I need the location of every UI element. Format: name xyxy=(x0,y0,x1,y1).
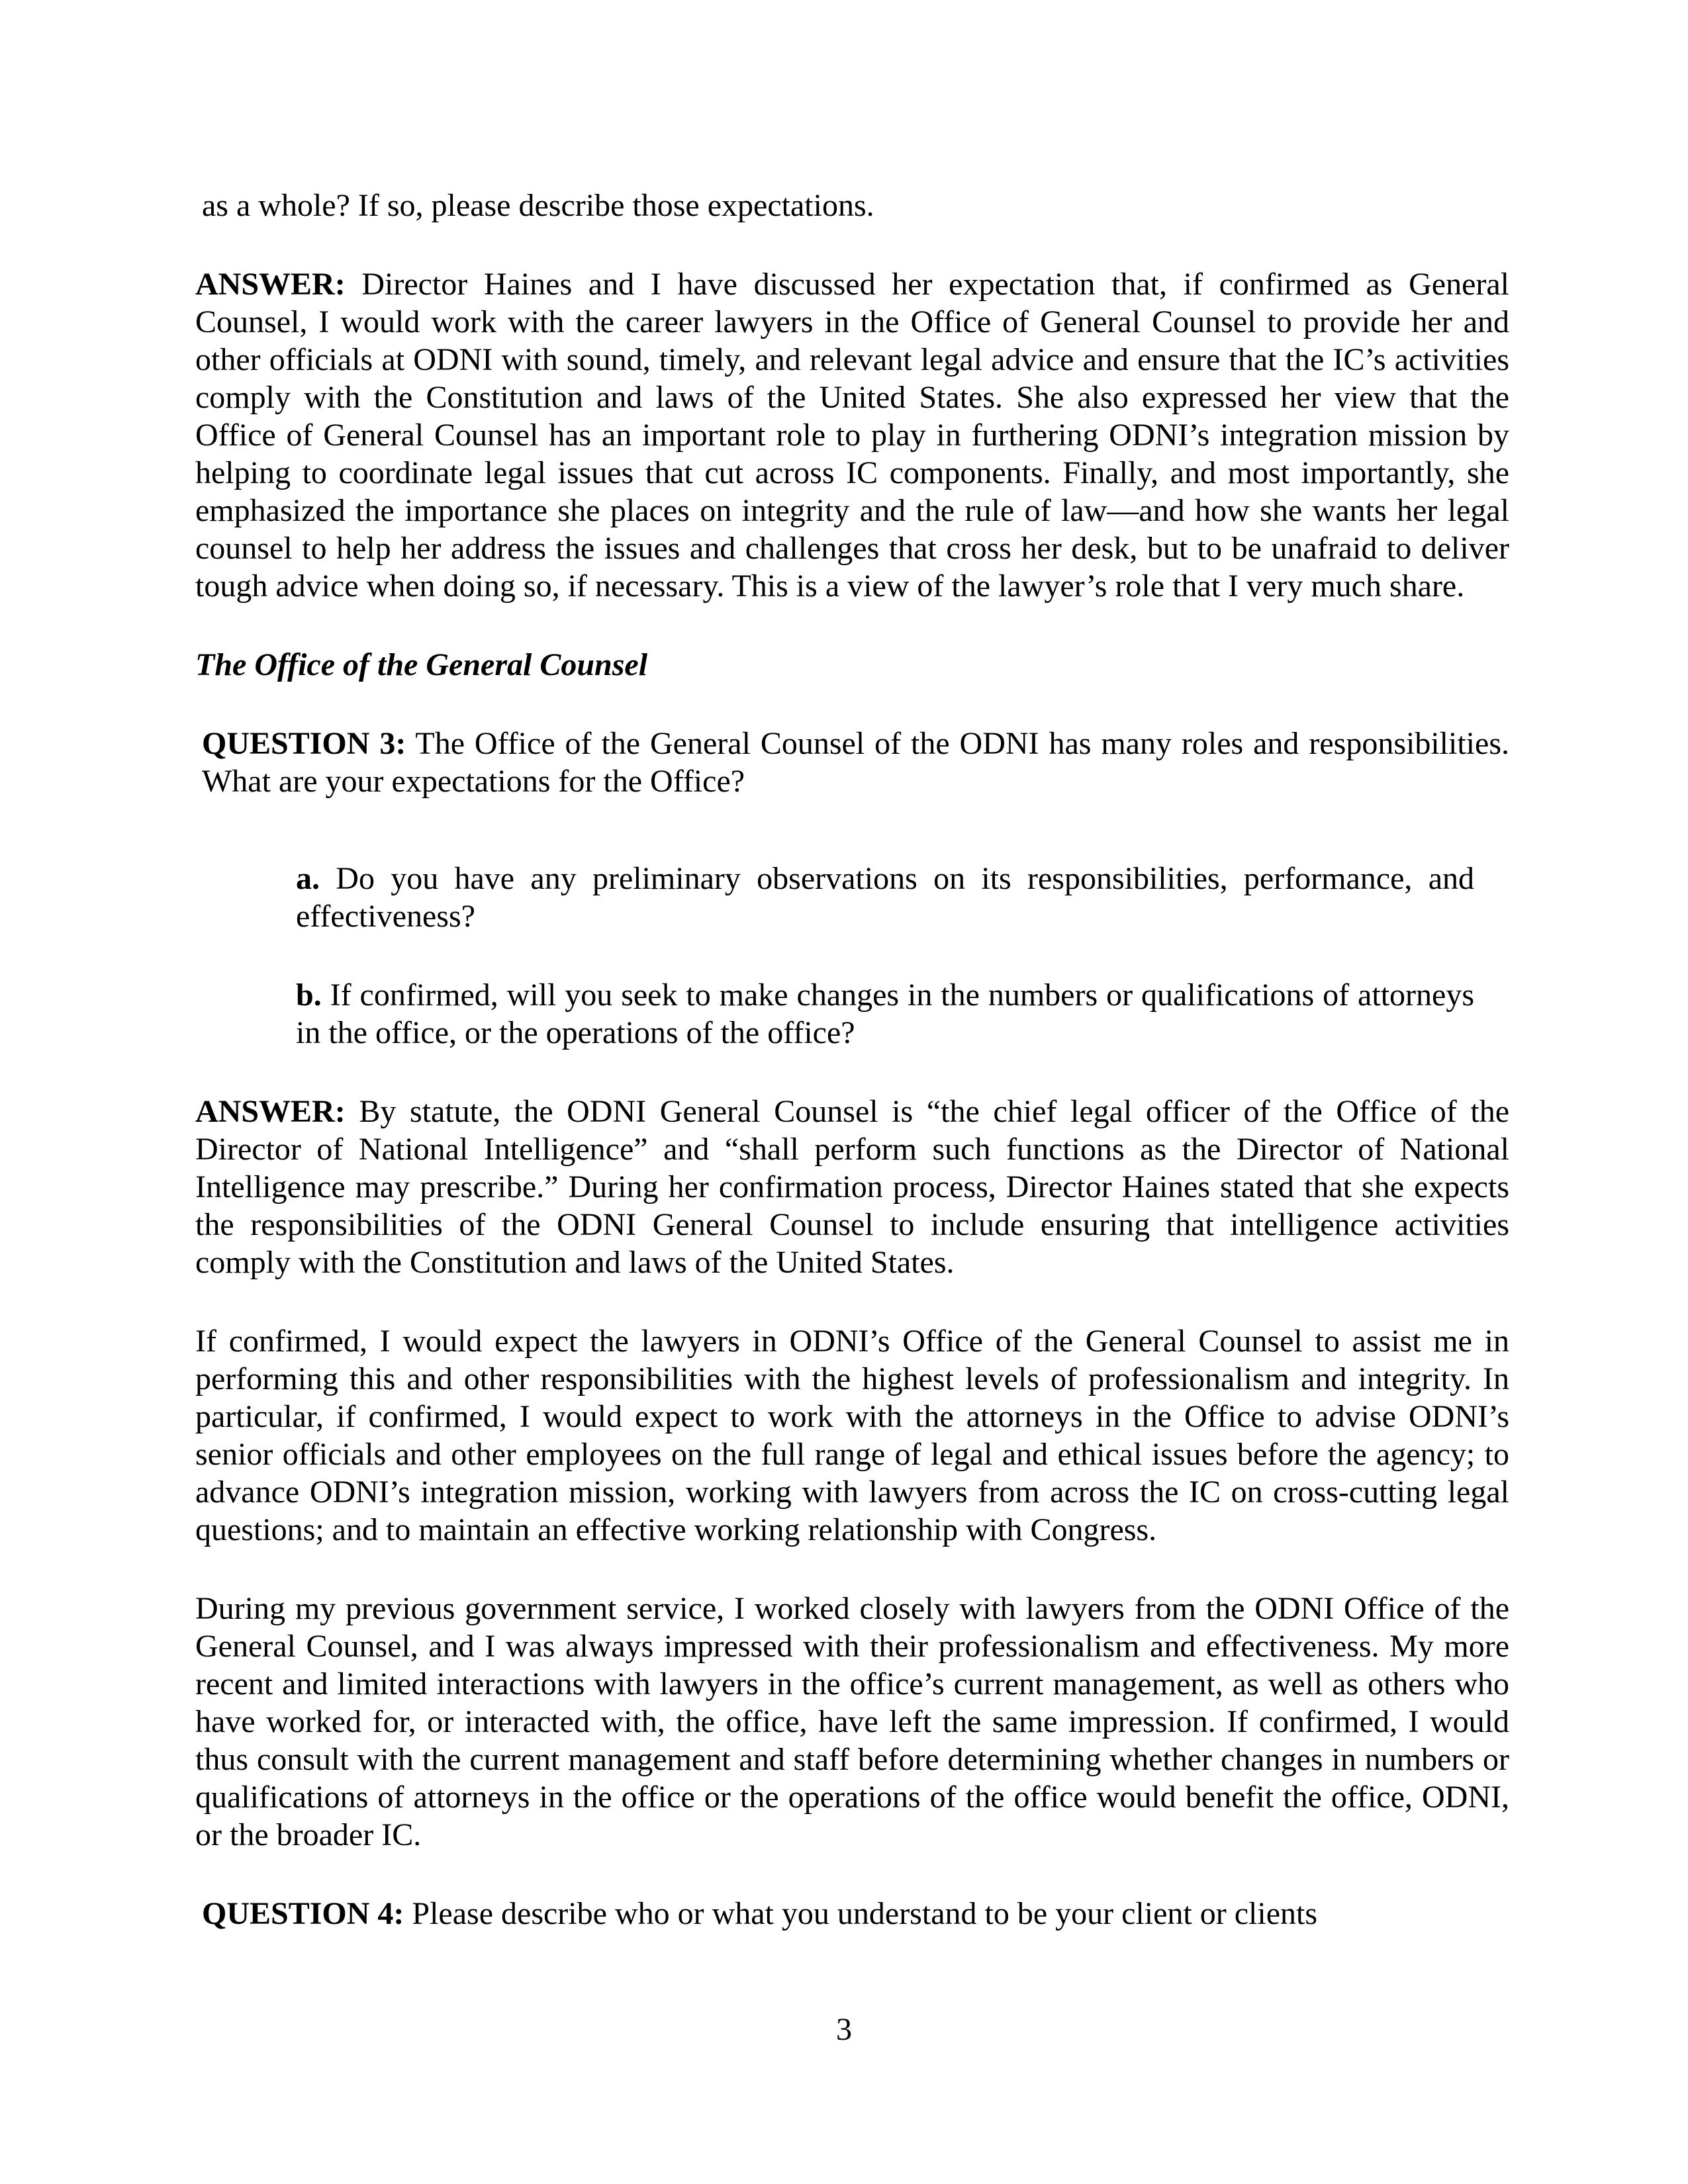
subquestion-a-text: Do you have any preliminary observations on its responsibilities, performance, and effectiveness? xyxy=(296,861,1475,934)
question-4-label: QUESTION 4: xyxy=(202,1896,404,1931)
answer-2-paragraph-2-text: If confirmed, I would expect the lawyers in ODNI’s Office of the General Counsel to assist me in performing this and other responsibilities with the highest levels of professionalism and integrity. In particular, if confirmed, I would expect to work with the attorneys in the Office to advise ODNI’s senior officials and other employees on the full range of legal and ethical issues before the agency; to advance ODNI’s integration mission, working with lawyers from across the IC on cross-cutting legal questions; and to maintain an effective working relationship with Congress. xyxy=(195,1324,1509,1547)
answer-2-paragraph-2 xyxy=(195,1322,1509,1549)
answer-2-label: ANSWER: xyxy=(195,1094,346,1129)
answer-2-paragraph-3-text: During my previous government service, I worked closely with lawyers from the ODNI Office of the General Counsel, and I was always impressed with their professionalism and effectiveness. My more recent and limited interactions with lawyers in the office’s current management, as well as others who have worked for, or interacted with, the office, have left the same impression. If confirmed, I would thus consult with the current management and staff before determining whether changes in numbers or qualifications of attorneys in the office or the operations of the office would benefit the office, ODNI, or the broader IC. xyxy=(195,1591,1509,1852)
section-heading xyxy=(195,646,1509,684)
question-3-label: QUESTION 3: xyxy=(202,726,406,761)
subquestion-a-label: a. xyxy=(296,861,320,896)
answer-1-text: Director Haines and I have discussed her expectation that, if confirmed as General Counsel, I would work with the career lawyers in the Office of General Counsel to provide her and other officials at ODNI with sound, timely, and relevant legal advice and ensure that the IC’s activities comply with the Constitution and laws of the United States. She also expressed her view that the Office of General Counsel has an important role to play in furthering ODNI’s integration mission by helping to coordinate legal issues that cut across IC components. Finally, and most importantly, she emphasized the importance she places on integrity and the rule of law—and how she wants her legal counsel to help her address the issues and challenges that cross her desk, but to be unafraid to deliver tough advice when doing so, if necessary. This is a view of the lawyer’s role that I very much share. xyxy=(195,267,1510,604)
section-heading-text: The Office of the General Counsel xyxy=(195,647,648,682)
answer-1 xyxy=(195,265,1509,605)
subquestion-a xyxy=(296,860,1474,935)
question-3 xyxy=(195,725,1509,800)
answer-2-paragraph-3 xyxy=(195,1590,1509,1854)
answer-2-paragraph-1 xyxy=(195,1093,1509,1281)
page-number xyxy=(0,2011,1688,2048)
answer-1-label: ANSWER: xyxy=(195,267,346,302)
question-continuation-text: as a whole? If so, please describe those expectations. xyxy=(202,188,874,223)
question-4 xyxy=(195,1895,1509,1933)
subquestion-b xyxy=(296,976,1474,1052)
question-3-text: The Office of the General Counsel of the ODNI has many roles and responsibilities. What are your expectations for the Office? xyxy=(202,726,1509,799)
answer-2-text: By statute, the ODNI General Counsel is “the chief legal officer of the Office of the Director of National Intelligence” and “shall perform such functions as the Director of National Intelligence may prescribe.” During her confirmation process, Director Haines stated that she expects the responsibilities of the ODNI General Counsel to include ensuring that intelligence activities comply with the Constitution and laws of the United States. xyxy=(195,1094,1510,1280)
subquestion-b-label: b. xyxy=(296,978,322,1013)
page-number-text: 3 xyxy=(836,2012,852,2047)
subquestion-b-text: If confirmed, will you seek to make changes in the numbers or qualifications of attorneys in the office, or the operations of the office? xyxy=(296,978,1474,1050)
question-continuation-line xyxy=(195,187,1509,224)
question-4-text: Please describe who or what you understand to be your client or clients xyxy=(412,1896,1318,1931)
